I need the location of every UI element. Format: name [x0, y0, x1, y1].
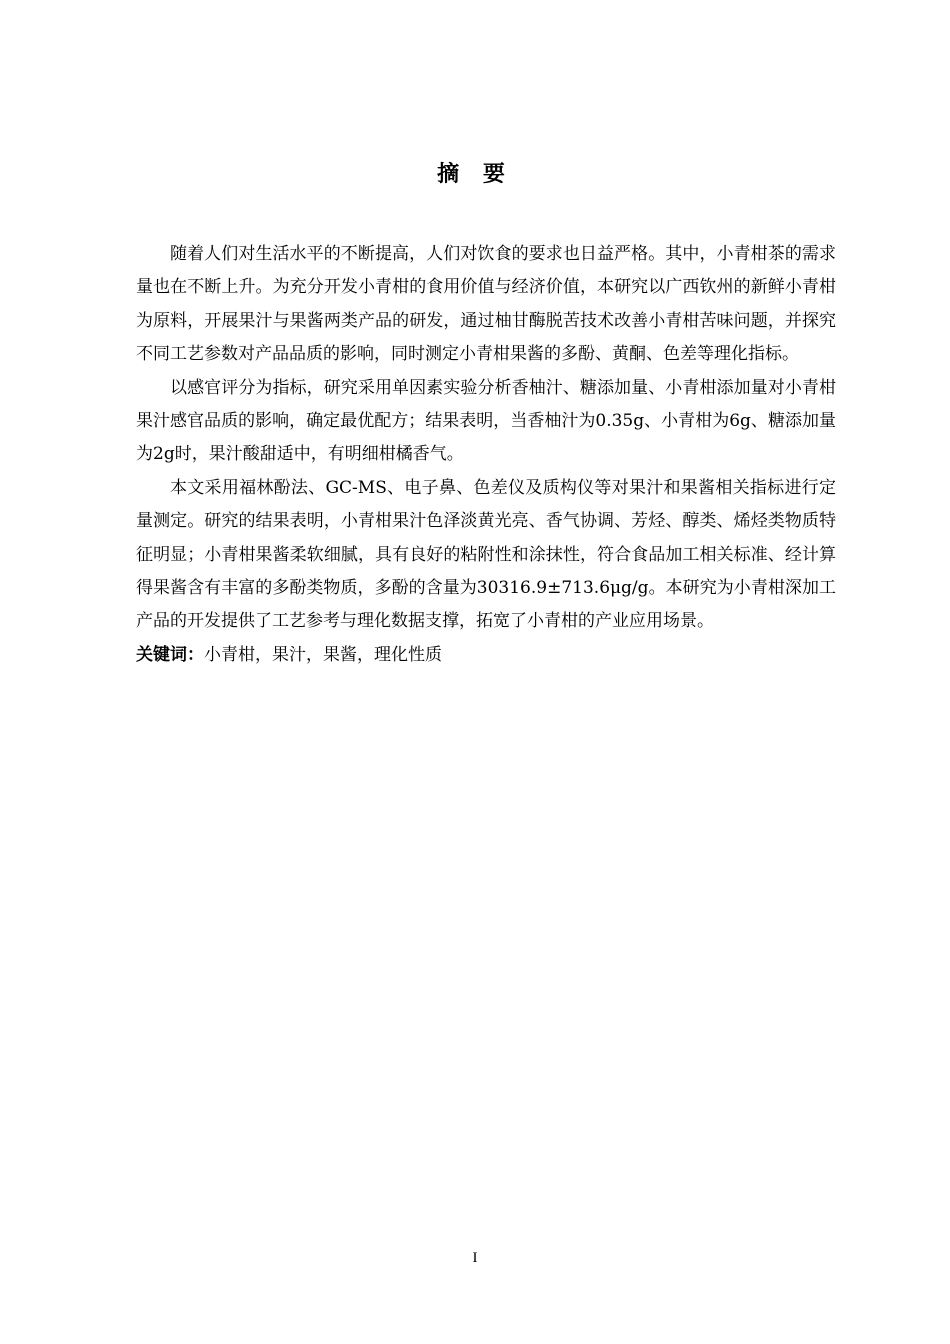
keywords-label: 关键词： — [136, 644, 204, 665]
abstract-paragraph-1: 随着人们对生活水平的不断提高，人们对饮食的要求也日益严格。其中，小青柑茶的需求量也在不断上升。为充分开发小青柑的食用价值与经济价值，本研究以广西钦州的新鲜小青柑为原料，开展果汁与果酱两类产品的研发，通过柚甘酶脱苦技术改善小青柑苦味问题，并探究不同工艺参数对产品品质的影响，同时测定小青柑果酱的多酚、黄酮、色差等理化指标。 — [136, 244, 836, 365]
abstract-body — [136, 238, 836, 672]
abstract-paragraph-2: 以感官评分为指标，研究采用单因素实验分析香柚汁、糖添加量、小青柑添加量对小青柑果汁感官品质的影响，确定最优配方；结果表明，当香柚汁为0.35g、小青柑为6g、糖添加量为2g时，果汁酸甜适中，有明细柑橘香气。 — [136, 377, 836, 465]
abstract-paragraph-3: 本文采用福林酚法、GC-MS、电子鼻、色差仪及质构仪等对果汁和果酱相关指标进行定量测定。研究的结果表明，小青柑果汁色泽淡黄光亮、香气协调、芳烃、醇类、烯烃类物质特征明显；小青柑果酱柔软细腻，具有良好的粘附性和涂抹性，符合食品加工相关标准、经计算得果酱含有丰富的多酚类物质，多酚的含量为30316.9±713.6μg/g。本研究为小青柑深加工产品的开发提供了工艺参考与理化数据支撑，拓宽了小青柑的产业应用场景。 — [136, 477, 836, 632]
abstract-title: 摘 要 — [437, 162, 513, 187]
keywords-value: 小青柑，果汁，果酱，理化性质 — [204, 644, 442, 665]
page-number: I — [472, 1250, 478, 1266]
keywords-line — [136, 639, 836, 672]
